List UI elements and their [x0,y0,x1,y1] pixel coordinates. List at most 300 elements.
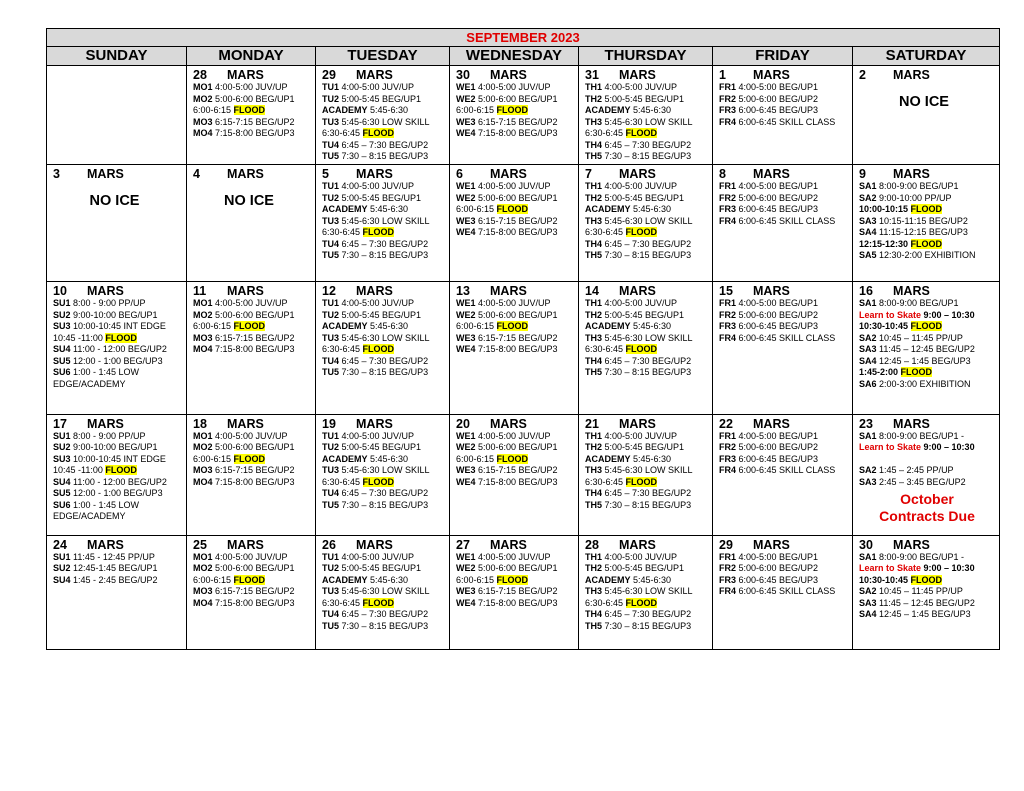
session-code: TH5 [585,151,603,161]
rink-name: MARS [227,284,264,299]
session-line [585,239,708,251]
weekday-header-row [47,47,1000,66]
session-line [322,609,445,621]
session-line [585,321,708,333]
session-code: FR1 [719,82,737,92]
session-code: FR4 [719,332,737,343]
session-text: 6:00-6:15 [456,105,497,115]
session-text: 5:45-6:30 [630,105,672,115]
day-header [859,167,995,181]
session-text: 7:30 – 8:15 BEG/UP3 [602,367,692,378]
day-number: 8 [719,167,726,182]
session-code: TH4 [585,355,603,366]
session-line [859,586,995,598]
calendar-title: SEPTEMBER 2023 [47,29,1000,47]
session-line [322,442,445,454]
day-number: 18 [193,416,207,431]
session-line [585,598,708,610]
day-number: 10 [53,284,67,299]
session-line [456,216,574,228]
session-text: 12:00 - 1:00 BEG/UP3 [70,488,163,499]
day-header [859,538,995,552]
session-code: TU2 [322,442,340,453]
session-line [585,117,708,129]
day-number: 30 [859,537,873,552]
session-line [719,204,848,216]
session-code: WE3 [456,116,476,127]
session-code: ACADEMY [322,321,368,332]
session-text: 5:45-6:30 [367,321,409,332]
day-number: 20 [456,416,470,431]
session-code: 10:30-10:45 [859,574,911,585]
day-cell [187,66,316,165]
session-text: 5:45-6:30 [630,453,672,464]
flood-label: FLOOD [496,453,529,464]
session-line [322,216,445,228]
flood-label: FLOOD [233,453,266,464]
session-line [719,563,848,575]
session-code: SA4 [859,355,877,366]
session-text: 6:45 – 7:30 BEG/UP2 [602,139,692,150]
session-code: TU5 [322,250,340,261]
day-header [719,417,848,431]
session-code: 1:45-2:00 [859,367,901,378]
rink-name: MARS [87,416,124,431]
session-text: 4:00-5:00 JUV/UP [602,82,678,92]
day-cell [316,165,450,282]
session-code: SU1 [53,298,71,309]
session-line [585,465,708,477]
session-text: 1:00 - 1:45 LOW [70,499,140,510]
session-code: ACADEMY [585,105,631,115]
session-code: WE1 [456,181,476,192]
session-line [585,227,708,239]
day-cell [713,66,853,165]
session-line [322,105,445,117]
session-code: ACADEMY [322,204,368,215]
rink-name: MARS [87,537,124,552]
session-code: SU4 [53,344,71,355]
session-text: EDGE/ACADEMY [53,378,126,389]
session-code: WE4 [456,597,476,608]
session-text: 7:30 – 8:15 BEG/UP3 [339,367,429,378]
session-text: 4:00-5:00 JUV/UP [339,430,415,441]
session-code: TU3 [322,332,340,343]
session-line [53,431,182,443]
session-text: 5:00-6:00 BEG/UP1 [212,309,295,320]
session-text: 4:00-5:00 JUV/UP [475,551,551,562]
session-line [322,454,445,466]
session-code: FR1 [719,181,737,192]
session-text: 5:00-6:00 BEG/UP2 [736,192,819,203]
session-code: MO3 [193,465,213,476]
day-cell [579,535,713,649]
session-line [719,82,848,94]
session-text: 8:00 - 9:00 PP/UP [70,298,146,309]
session-code: TH1 [585,551,603,562]
day-number: 28 [585,537,599,552]
flood-label: FLOOD [625,227,658,238]
day-cell [853,165,1000,282]
session-line [456,552,574,564]
day-cell [47,414,187,535]
session-text: 5:45-6:30 [367,204,409,215]
session-text: 5:00-5:45 BEG/UP1 [339,309,422,320]
session-line [322,488,445,500]
session-line [456,94,574,106]
no-ice-notice: NO ICE [224,193,274,210]
session-code: WE2 [456,309,476,320]
session-line [859,367,995,379]
flood-label: FLOOD [362,476,395,487]
session-code: WE1 [456,551,476,562]
day-header [193,538,311,552]
day-number: 6 [456,167,463,182]
session-code: TH2 [585,563,603,574]
rink-name: MARS [753,416,790,431]
session-text: 2:00-3:00 EXHIBITION [876,378,971,389]
flood-label: FLOOD [625,128,658,138]
session-code: ACADEMY [585,321,631,332]
session-code: TH1 [585,430,603,441]
session-code: SA4 [859,609,877,620]
session-text: 10:45 – 11:45 PP/UP [876,586,963,597]
session-text: 6:45 – 7:30 BEG/UP2 [602,238,692,249]
session-line [193,552,311,564]
session-code: FR1 [719,551,737,562]
session-line [456,82,574,94]
session-line [53,333,182,345]
session-line [53,488,182,500]
session-text: 11:45 – 12:45 BEG/UP2 [876,597,975,608]
session-code: TH4 [585,139,603,150]
session-line [193,333,311,345]
session-code: SA2 [859,586,877,597]
session-text: 11:45 – 12:45 BEG/UP2 [876,344,975,355]
session-text: 5:45-6:30 LOW SKILL [602,332,693,343]
session-text: 6:45 – 7:30 BEG/UP2 [339,139,429,150]
session-line [859,552,995,564]
session-line [322,333,445,345]
weekday-thursday: THURSDAY [579,47,713,66]
session-text: 5:45-6:30 [630,574,672,585]
session-line [322,128,445,140]
session-code: TU2 [322,309,340,320]
session-code: FR3 [719,105,737,115]
session-line [585,621,708,633]
session-text: 6:00-6:15 [193,321,234,332]
day-cell [713,282,853,414]
session-line [585,356,708,368]
session-text: 7:30 – 8:15 BEG/UP3 [602,151,692,161]
session-code: WE3 [456,465,476,476]
day-number: 29 [322,68,336,82]
session-line [859,193,995,205]
session-code: SA1 [859,551,877,562]
session-text: 4:00-5:00 JUV/UP [212,551,288,562]
session-text: 6:00-6:45 BEG/UP3 [736,574,819,585]
session-code: TH3 [585,215,603,226]
session-code: FR2 [719,309,737,320]
session-line [193,298,311,310]
weekday-friday: FRIDAY [713,47,853,66]
session-line [322,575,445,587]
rink-name: MARS [227,416,264,431]
session-code: SA1 [859,430,877,441]
session-text: 4:00-5:00 JUV/UP [602,181,678,192]
rink-name: MARS [619,537,656,552]
session-line [53,367,182,379]
session-line [719,465,848,477]
session-text: 6:30-6:45 [585,597,626,608]
session-text: 4:00-5:00 JUV/UP [339,551,415,562]
session-code: TH1 [585,181,603,192]
rink-name: MARS [753,68,790,82]
session-text: 6:00-6:15 [193,105,234,115]
rink-name: MARS [893,167,930,182]
day-number: 21 [585,416,599,431]
session-line [456,321,574,333]
session-text: 4:00-5:00 JUV/UP [339,181,415,192]
flood-label: FLOOD [910,238,943,249]
session-line [859,563,995,575]
session-line [322,193,445,205]
session-text: 4:00-5:00 JUV/UP [475,430,551,441]
session-code: TH2 [585,93,603,104]
session-text: 5:00-6:00 BEG/UP1 [475,563,558,574]
day-cell [187,282,316,414]
day-header [53,284,182,298]
session-text: 5:45-6:30 LOW SKILL [339,215,430,226]
session-text: 7:15-8:00 BEG/UP3 [212,344,295,355]
day-cell [47,282,187,414]
session-text: 5:45-6:30 [630,204,672,215]
session-line [456,431,574,443]
session-line [719,431,848,443]
session-line [322,356,445,368]
session-text: 5:45-6:30 [367,453,409,464]
rink-name: MARS [490,284,527,299]
session-text: 6:45 – 7:30 BEG/UP2 [602,488,692,499]
session-text: 4:00-5:00 JUV/UP [475,298,551,309]
session-line [322,563,445,575]
session-text: 7:30 – 8:15 BEG/UP3 [602,499,692,510]
session-text: 7:15-8:00 BEG/UP3 [475,476,558,487]
session-code: FR1 [719,298,737,309]
day-header [322,417,445,431]
day-number: 27 [456,537,470,552]
day-number: 31 [585,68,599,82]
day-cell [316,66,450,165]
session-line [456,598,574,610]
session-code: SU3 [53,453,71,464]
flood-label: FLOOD [625,597,658,608]
session-line [193,465,311,477]
rink-name: MARS [356,68,393,82]
session-line [53,465,182,477]
session-line [859,454,995,466]
calendar-table [46,28,1000,650]
session-text: 10:00-10:45 INT EDGE [70,321,166,332]
session-text: 6:00-6:45 BEG/UP3 [736,321,819,332]
day-cell [47,535,187,649]
flood-label: FLOOD [105,332,137,343]
session-code: SA2 [859,192,877,203]
session-line [859,333,995,345]
session-text: 6:00-6:45 BEG/UP3 [736,204,819,215]
session-text: 6:00-6:45 SKILL CLASS [736,465,836,476]
session-code: MO2 [193,442,213,453]
session-line [719,94,848,106]
session-code: MO3 [193,332,213,343]
session-line [53,511,182,523]
session-line [585,250,708,262]
flood-label: FLOOD [362,597,395,608]
day-cell [450,535,579,649]
weekday-tuesday: TUESDAY [316,47,450,66]
session-text: 4:00-5:00 BEG/UP1 [736,551,819,562]
session-code: SU1 [53,430,71,441]
session-code: FR3 [719,574,737,585]
calendar-body [47,66,1000,650]
rink-name: MARS [356,284,393,299]
session-line [719,442,848,454]
day-cell [316,414,450,535]
session-code: TU1 [322,181,340,192]
session-line [193,117,311,129]
session-line [53,310,182,322]
no-ice-notice: NO ICE [899,94,949,110]
session-code: TU3 [322,465,340,476]
session-line [193,310,311,322]
day-number: 5 [322,167,329,182]
session-line [322,204,445,216]
session-code: TH5 [585,620,603,631]
session-line [585,500,708,512]
session-code: FR3 [719,204,737,215]
session-line [456,117,574,129]
session-code: WE1 [456,82,476,92]
flood-label: FLOOD [233,574,266,585]
day-cell [713,414,853,535]
session-text: 7:30 – 8:15 BEG/UP3 [602,250,692,261]
day-cell [450,414,579,535]
session-code: TH3 [585,586,603,597]
session-line [456,204,574,216]
day-header [456,417,574,431]
session-line [456,575,574,587]
session-line [585,552,708,564]
session-line [53,298,182,310]
session-line [585,442,708,454]
session-line [859,216,995,228]
session-line [322,586,445,598]
session-line [322,500,445,512]
session-text: 4:00-5:00 JUV/UP [212,298,288,309]
session-text: 6:15-7:15 BEG/UP2 [475,116,558,127]
session-line [859,344,995,356]
session-text: 5:00-6:00 BEG/UP2 [736,442,819,453]
session-text: 6:30-6:45 [322,227,363,238]
day-cell [47,66,187,165]
session-line [322,82,445,94]
session-code: TU1 [322,551,340,562]
session-code: WE4 [456,344,476,355]
session-line [585,431,708,443]
session-text: 7:15-8:00 BEG/UP3 [475,597,558,608]
session-code: SU5 [53,355,71,366]
day-cell [47,165,187,282]
session-line [193,321,311,333]
session-line [585,310,708,322]
session-text: 7:15-8:00 BEG/UP3 [475,344,558,355]
session-code: MO2 [193,309,213,320]
session-line [719,310,848,322]
day-header [193,68,311,82]
session-line [719,552,848,564]
session-code: FR2 [719,442,737,453]
day-cell [316,535,450,649]
session-code: SA1 [859,181,877,192]
session-code: MO1 [193,298,213,309]
session-text: 5:00-6:00 BEG/UP1 [475,442,558,453]
session-code: TU4 [322,238,340,249]
day-number: 28 [193,68,207,82]
session-text: 5:45-6:30 LOW SKILL [602,586,693,597]
session-line [456,586,574,598]
session-text: 5:00-6:00 BEG/UP1 [475,192,558,203]
session-line [193,105,311,117]
rink-name: MARS [356,537,393,552]
session-line [322,598,445,610]
session-line [53,575,182,587]
session-code: WE2 [456,93,476,104]
session-line [585,216,708,228]
session-text: 5:00-5:45 BEG/UP1 [602,442,685,453]
session-code: FR2 [719,563,737,574]
session-code: FR4 [719,465,737,476]
session-code: 12:15-12:30 [859,238,911,249]
session-line [193,94,311,106]
session-text: 4:00-5:00 JUV/UP [602,551,678,562]
session-code: SA5 [859,250,877,261]
session-line [322,367,445,379]
session-code: ACADEMY [322,453,368,464]
day-number: 25 [193,537,207,552]
session-text: 5:00-5:45 BEG/UP1 [339,93,422,104]
session-text: 7:15-8:00 BEG/UP3 [475,128,558,138]
session-text: 2:45 – 3:45 BEG/UP2 [876,476,966,487]
session-line [585,204,708,216]
session-text: 11:45 - 12:45 PP/UP [70,551,155,562]
session-text: 6:15-7:15 BEG/UP2 [475,586,558,597]
session-code: TU4 [322,355,340,366]
day-header [719,538,848,552]
session-line [322,227,445,239]
day-number: 9 [859,167,866,182]
session-line [53,321,182,333]
session-code: SA3 [859,215,877,226]
session-code: TH4 [585,238,603,249]
flood-label: FLOOD [496,321,529,332]
session-text: 5:45-6:30 LOW SKILL [602,116,693,127]
session-code: MO3 [193,116,213,127]
session-text: 1:00 - 1:45 LOW [70,367,140,378]
session-line [322,465,445,477]
flood-label: FLOOD [233,105,266,115]
session-text: 4:00-5:00 JUV/UP [339,82,415,92]
session-text: 6:30-6:45 [322,597,363,608]
